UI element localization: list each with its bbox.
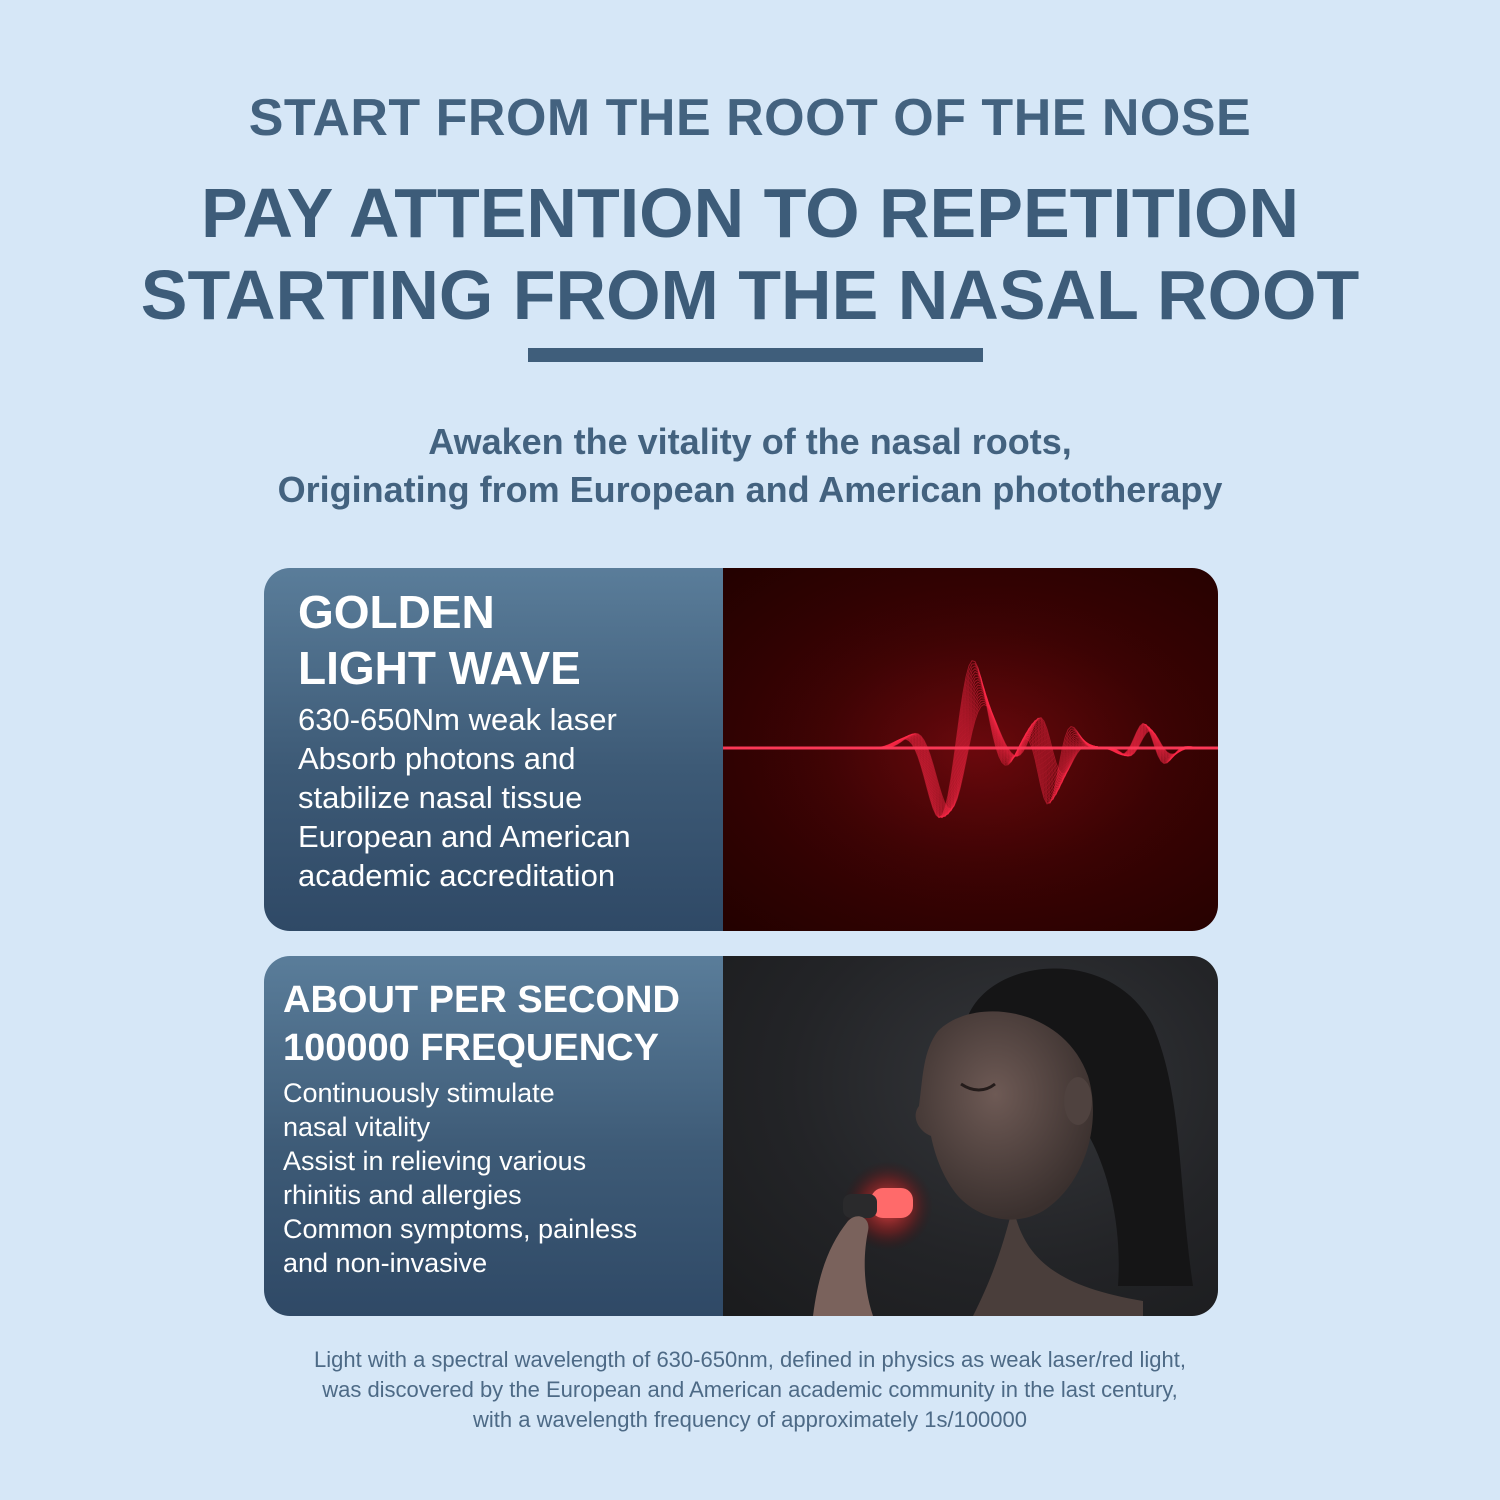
- feature-card-light-wave: [264, 568, 1218, 931]
- footnote-line-3: with a wavelength frequency of approximately 1s/100000: [472, 1407, 1027, 1432]
- red-light-wave-image: [723, 568, 1218, 931]
- card-line: stabilize nasal tissue: [298, 780, 583, 815]
- card-title-line: LIGHT WAVE: [298, 642, 581, 694]
- card-line: Absorb photons and: [298, 741, 576, 776]
- card-description: [283, 1076, 703, 1280]
- card-title-line: GOLDEN: [298, 586, 495, 638]
- card-line: Continuously stimulate: [283, 1078, 555, 1108]
- card-text-panel: [264, 568, 723, 931]
- woman-using-device-photo: [723, 956, 1218, 1316]
- footnote-line-1: Light with a spectral wavelength of 630-650nm, defined in physics as weak laser/red light,: [314, 1347, 1186, 1372]
- card-line: rhinitis and allergies: [283, 1180, 522, 1210]
- card-line: Assist in relieving various: [283, 1146, 587, 1176]
- card-line: European and American: [298, 819, 631, 854]
- headline-line-2: STARTING FROM THE NASAL ROOT: [140, 256, 1360, 334]
- headline-line-1: PAY ATTENTION TO REPETITION: [200, 174, 1300, 252]
- card-title-line: ABOUT PER SECOND: [283, 979, 680, 1021]
- headline-divider: [528, 348, 983, 362]
- card-line: and non-invasive: [283, 1248, 488, 1278]
- card-title-line: 100000 FREQUENCY: [283, 1027, 659, 1069]
- feature-card-frequency: [264, 956, 1218, 1316]
- card-line: 630-650Nm weak laser: [298, 702, 617, 737]
- card-description: [298, 700, 703, 895]
- card-title: [283, 976, 703, 1072]
- subheading: [0, 418, 1500, 514]
- woman-silhouette-illustration: [723, 956, 1218, 1316]
- footnote-line-2: was discovered by the European and American academic community in the last century,: [322, 1377, 1178, 1402]
- footnote: [0, 1345, 1500, 1435]
- kicker-heading: START FROM THE ROOT OF THE NOSE: [248, 89, 1252, 147]
- card-line: academic accreditation: [298, 858, 616, 893]
- main-headline: [0, 172, 1500, 336]
- card-line: Common symptoms, painless: [283, 1214, 638, 1244]
- card-text-panel: [264, 956, 723, 1316]
- card-line: nasal vitality: [283, 1112, 431, 1142]
- subhead-line-1: Awaken the vitality of the nasal roots,: [428, 421, 1072, 462]
- subhead-line-2: Originating from European and American phototherapy: [277, 469, 1223, 510]
- card-title: [298, 584, 703, 696]
- light-wave-graphic: [723, 568, 1218, 931]
